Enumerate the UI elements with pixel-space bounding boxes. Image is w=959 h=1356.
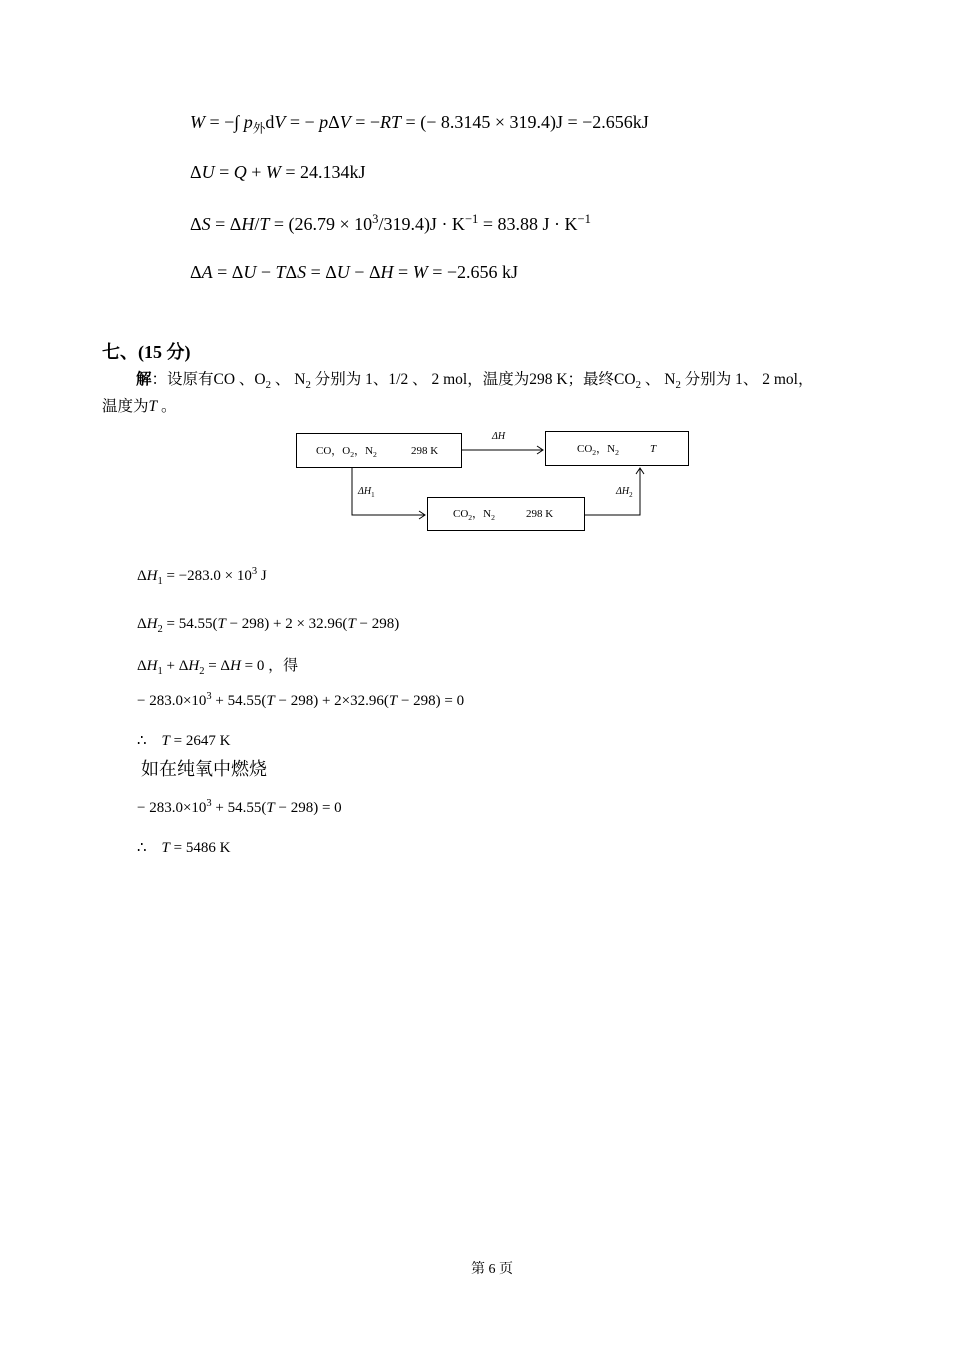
equation-balance-air: − $283.0\times 10^3 + 54.55(T - 298) + 2\times 32.96(T - 298) = 0$ (137, 691, 465, 709)
box-initial-species: CO，$O_2$，$N_2$ (316, 444, 377, 460)
solution-line-2: 温度为T 。 (102, 398, 177, 415)
solution-label: 解 (136, 371, 152, 388)
box-final-state (545, 431, 689, 466)
result-oxygen: ∴ T = 5486 K (137, 840, 231, 856)
page-number: 第 6 页 (471, 1262, 513, 1277)
box-mid-temp: 298 K (526, 508, 554, 520)
label-delta-h2: $\Delta H_2$ (616, 486, 633, 499)
label-delta-h1: $\Delta H_1$ (358, 486, 375, 499)
equation-helmholtz: ΔA = ΔU − TΔS = ΔU − ΔH = W = −2.656 kJ (190, 262, 518, 282)
box-initial-state (296, 433, 462, 468)
label-delta-h: ΔH (492, 431, 506, 442)
box-mid-species: $CO_2$，$N_2$ (453, 508, 495, 523)
box-intermediate-state (427, 497, 585, 531)
solution-line-1: 解：设原有CO 、$O_2$ 、 $N_2$ 分别为 1、1/2 、 2 mol，温度为298 K；最终$CO_2$ 、 $N_2$ 分别为 1、 2 mol， (136, 371, 814, 392)
equation-dh2: $\Delta H_2 = 54.55(T - 298) + 2 \times 32.96(T - 298)$ (137, 616, 400, 635)
equation-balance-oxygen: − $283.0\times 10^3 + 54.55(T - 298) = 0$ (137, 798, 342, 816)
section-heading: 七、(15 分) (102, 342, 191, 362)
equation-internal-energy: ΔU = Q + W = 24.134kJ (190, 162, 366, 182)
box-final-species: $CO_2$，$N_2$ (577, 442, 619, 458)
result-air: ∴ T = 2647 K (137, 733, 231, 749)
equation-sum: $\Delta H_1 + \Delta H_2 = \Delta H = 0$ ，得 (137, 658, 299, 677)
box-final-temp: T (650, 442, 657, 455)
equation-entropy: $\Delta S = \Delta H/T = (26.79 \times 10^3/319.4)J \cdot K^{-1} = 83.88$ $J \cdot K^{-1}$ (190, 212, 591, 234)
pure-oxygen-note: 如在纯氧中燃烧 (141, 759, 267, 779)
box-initial-temp: 298 K (411, 444, 439, 457)
equation-dh1: $\Delta H_1 = -283.0 \times 10^3$ J (137, 566, 267, 587)
equation-work: W = −∫ $p_外dV$ = − pΔV = −RT = (− 8.3145 × 319.4)J = −2.656kJ (190, 112, 649, 136)
